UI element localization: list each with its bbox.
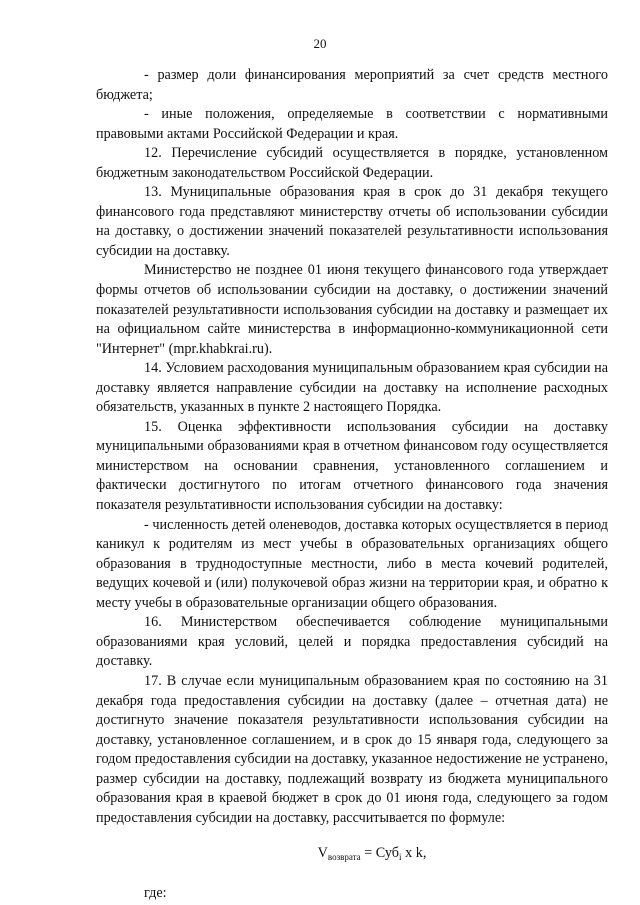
paragraph-17: 17. В случае если муниципальным образованием края по состоянию на 31 декабря года предоставления субсидии на доставку (далее – отчетная дата) не достигнуто значение показателя результативности использования субсидии на доставку, установленное соглашением, и в срок до 15 января года, следующего за годом предоставления субсидии на доставку, указанное недостижение не устранено, размер субсидии на доставку, подлежащий возврату из бюджета муниципального образования края в краевой бюджет в срок до 01 июня года, следующего за годом предоставления субсидии на доставку, рассчитывается по формуле: xyxy=(96,672,608,826)
formula-v-subscript: возврата xyxy=(327,852,361,863)
document-body xyxy=(96,66,608,903)
where-label: где: xyxy=(144,884,167,901)
paragraph-children-count: - численность детей оленеводов, доставка которых осуществляется в период каникул к родителям из мест учебы в образовательных организациях общего образования в труднодоступные местности, либо в места кочевий родителей, ведущих кочевой и (или) полукочевой образ жизни на территории края, и обратно к месту учебы в образовательные организации общего образования. xyxy=(96,516,608,611)
paragraph-other-provisions: - иные положения, определяемые в соответствии с нормативными правовыми актами Российской Федерации и края. xyxy=(96,106,608,142)
paragraph-12: 12. Перечисление субсидий осуществляется в порядке, установленном бюджетным законодательством Российской Федерации. xyxy=(96,145,608,181)
paragraph-ministry-forms: Министерство не позднее 01 июня текущего финансового года утверждает формы отчетов об использовании субсидии на доставку, о достижении значений показателей результативности использования субсидии на доставку и размещает их на официальном сайте министерства в информационно-коммуникационной сети "Интернет" (mpr.khabkrai.ru). xyxy=(96,262,608,357)
formula xyxy=(96,844,608,868)
paragraph-13: 13. Муниципальные образования края в срок до 31 декабря текущего финансового года представляют министерству отчеты об использовании субсидии на доставку, о достижении значений показателей результативности использования субсидии на доставку. xyxy=(96,184,608,259)
formula-i-subscript: i xyxy=(399,852,402,863)
paragraph-15: 15. Оценка эффективности использования субсидии на доставку муниципальными образованиями края в отчетном финансовом году осуществляется министерством на основании сравнения, установленного соглашением и фактически достигнутого по итогам отчетного финансового года значения показателя результативности использования субсидии на доставку: xyxy=(96,418,608,514)
formula-mid: = Суб xyxy=(360,845,400,862)
paragraph-budget-share: - размер доли финансирования мероприятий за счет средств местного бюджета; xyxy=(96,67,608,103)
formula-v: V xyxy=(317,845,328,862)
formula-tail: x k, xyxy=(401,845,427,862)
paragraph-16: 16. Министерством обеспечивается соблюдение муниципальными образованиями края условий, целей и порядка предоставления субсидий на доставку. xyxy=(96,614,608,670)
page-number: 20 xyxy=(313,36,327,51)
paragraph-14: 14. Условием расходования муниципальным образованием края субсидии на доставку является направление субсидии на доставку на исполнение расходных обязательств, указанных в пункте 2 настоящего Порядка. xyxy=(96,360,608,416)
